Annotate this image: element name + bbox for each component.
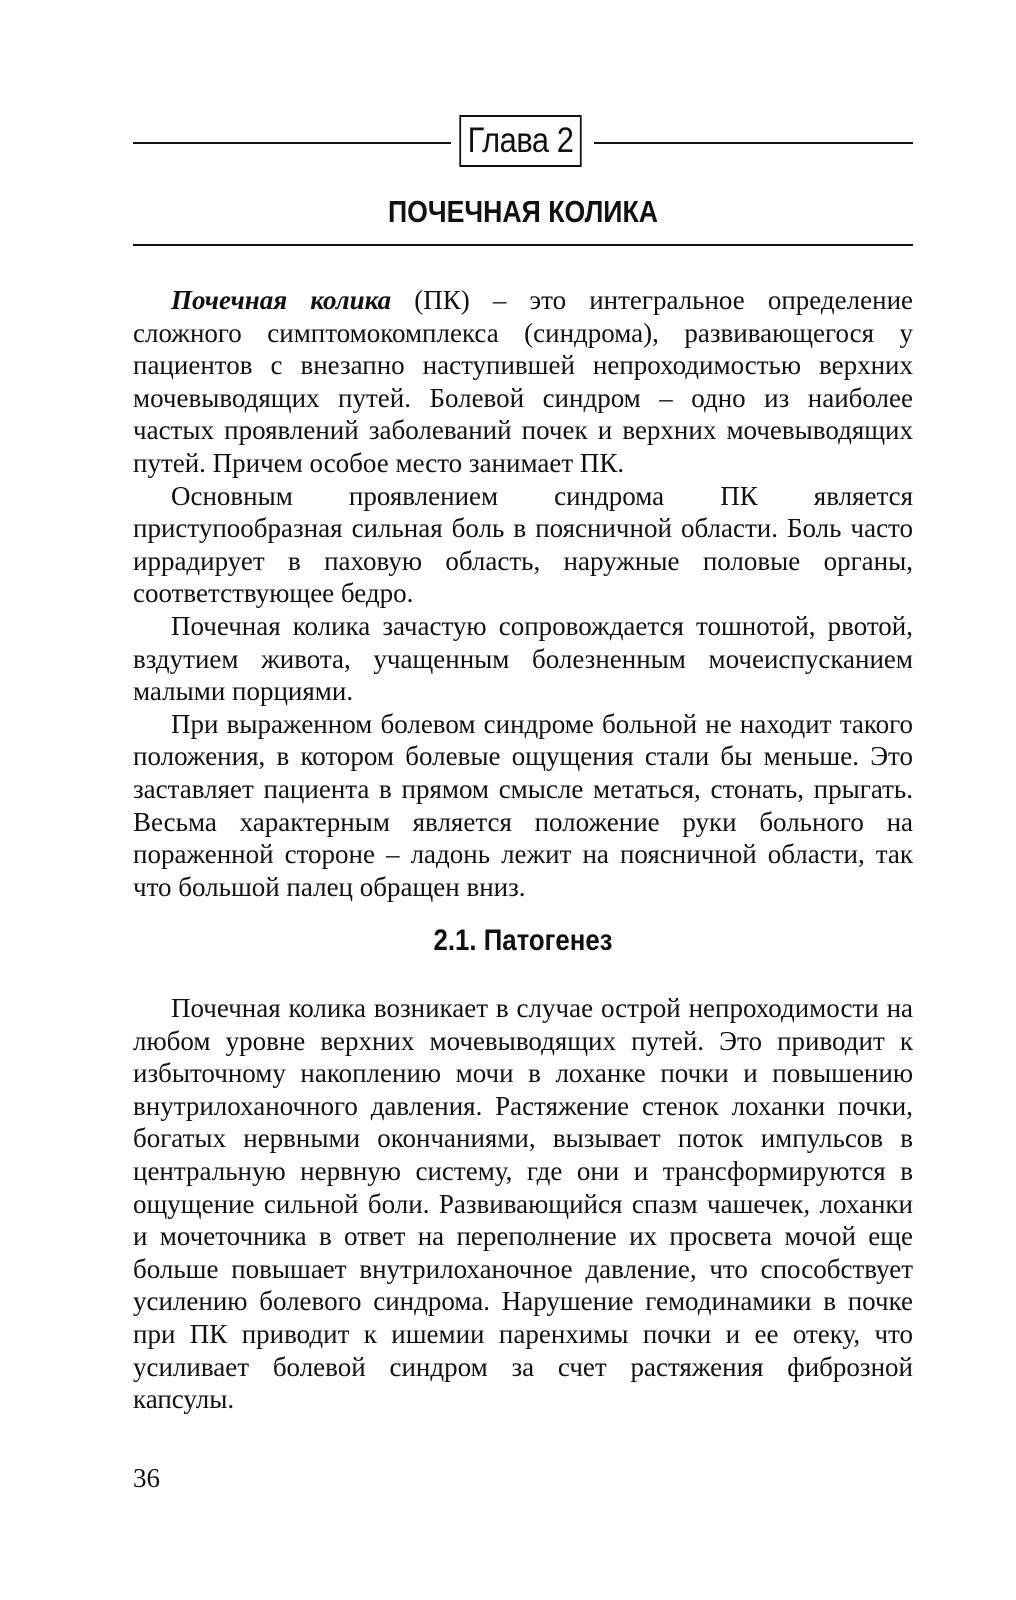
chapter-rule-left — [133, 142, 451, 144]
chapter-label: Глава 2 — [459, 115, 581, 167]
section-heading: 2.1. Патогенез — [433, 924, 613, 957]
intro-text — [133, 284, 913, 903]
page-number: 36 — [133, 1463, 160, 1493]
chapter-title: ПОЧЕЧНАЯ КОЛИКА — [388, 194, 658, 229]
intro-paragraph-3: Почечная колика зачастую сопровождается тошнотой, рвотой, вздутием живота, учащенным болезненным мочеиспусканием малыми порциями. — [133, 610, 913, 707]
section-paragraph-1: Почечная колика возникает в случае острой непроходимости на любом уровне верхних мочевыводящих путей. Это приводит к избыточному накоплению мочи в лоханке почки и повышению внутрилоханочного давления. Растяжение стенок лоханки почки, богатых нервными окончаниями, вызывает поток импульсов в центральную нервную систему, где они и трансформируются в ощущение сильной боли. Развивающийся спазм чашечек, лоханки и мочеточника в ответ на переполнение их просвета мочой еще больше повышает внутрилоханочное давление, что способствует усилению болевого синдрома. Нарушение гемодинамики в почке при ПК приводит к ишемии паренхимы почки и ее отеку, что усиливает болевой синдром за счет растяжения фиброзной капсулы. — [133, 993, 913, 1415]
defined-term: Почечная колика — [171, 285, 392, 315]
intro-paragraph-2: Основным проявлением синдрома ПК является приступообразная сильная боль в поясничной области. Боль часто иррадирует в паховую область, наружные половые органы, соответствующее бедро. — [133, 480, 913, 609]
chapter-rule-right — [594, 142, 913, 144]
intro-paragraph-4: При выраженном болевом синдроме больной не находит такого положения, в котором болевые ощущения стали бы меньше. Это заставляет пациента в прямом смысле метаться, стонать, прыгать. Весьма характерным является положение руки больного на пораженной стороне – ладонь лежит на поясничной области, так что большой палец обращен вниз. — [133, 708, 913, 902]
title-rule — [133, 244, 913, 246]
section-text — [133, 992, 913, 1416]
chapter-header — [133, 115, 913, 175]
intro-paragraph-1 — [133, 284, 913, 480]
intro-paragraph-1-text: (ПК) – это интегральное определение сложного симптомокомплекса (синдрома), развивающегося у пациентов с внезапно наступившей непроходимостью верхних мочевыводящих путей. Болевой синдром – одно из наиболее частых проявлений заболеваний почек и верхних мочевыводящих путей. Причем особое место занимает ПК. — [133, 285, 913, 478]
